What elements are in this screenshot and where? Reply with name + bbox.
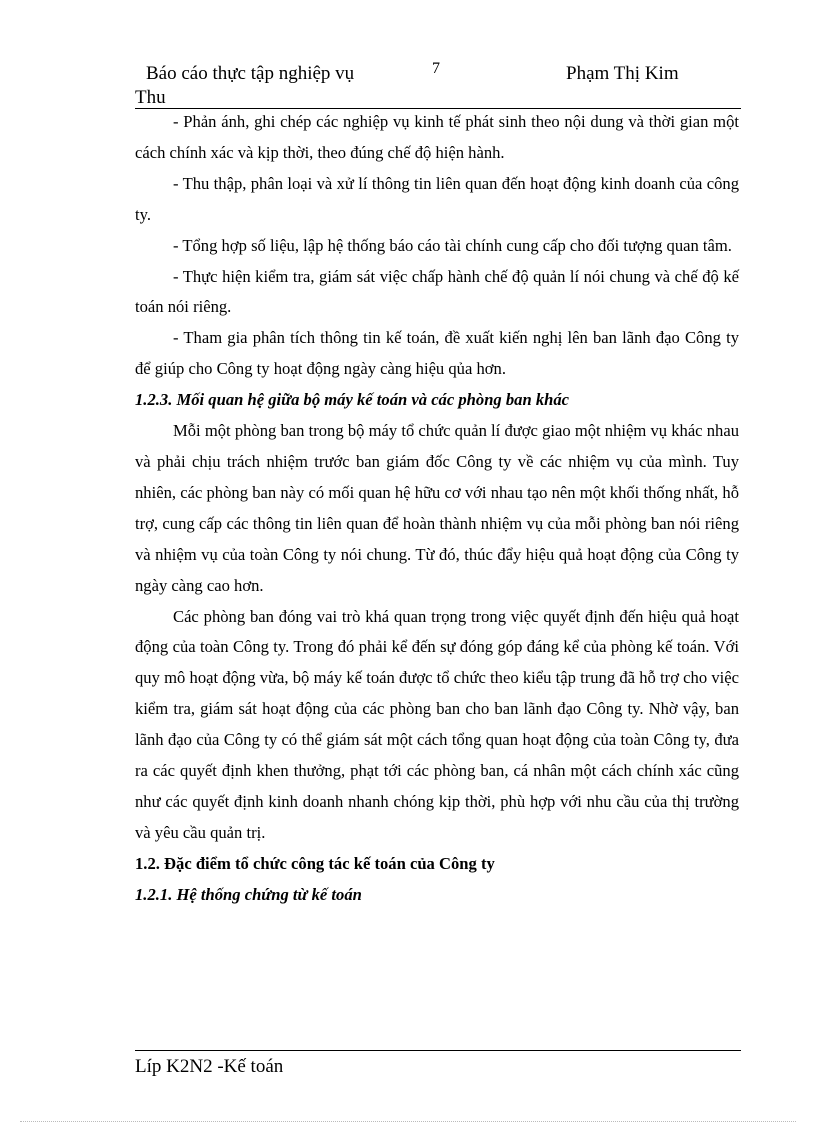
- paragraph-department-relations: Mỗi một phòng ban trong bộ máy tổ chức quản lí được giao một nhiệm vụ khác nhau và phải chịu trách nhiệm trước ban giám đốc Công ty về các nhiệm vụ của mình. Tuy nhiên, các phòng ban này có mối quan hệ hữu cơ với nhau tạo nên một khối thống nhất, hỗ trợ, cung cấp các thông tin liên quan để hoàn thành nhiệm vụ của mỗi phòng ban nói riêng và nhiệm vụ của toàn Công ty nói chung. Từ đó, thúc đẩy hiệu quả hoạt động của Công ty ngày càng cao hơn.: [135, 421, 739, 595]
- paragraph-accounting-role: Các phòng ban đóng vai trò khá quan trọng trong việc quyết định đến hiệu quả hoạt động của toàn Công ty. Trong đó phải kể đến sự đóng góp đáng kể của phòng kế toán. Với quy mô hoạt động vừa, bộ máy kế toán được tổ chức theo kiểu tập trung đã hỗ trợ cho việc kiểm tra, giám sát hoạt động của các phòng ban cho ban lãnh đạo Công ty. Nhờ vậy, ban lãnh đạo của Công ty có thể giám sát một cách tổng quan hoạt động của toàn Công ty, đưa ra các quyết định khen thưởng, phạt tới các phòng ban, cá nhân một cách chính xác cũng như các quyết định kinh doanh nhanh chóng kịp thời, phù hợp với nhu cầu của thị trường và yêu cầu quản trị.: [135, 606, 739, 842]
- section-heading-1-2-3: 1.2.3. Mối quan hệ giữa bộ máy kế toán và các phòng ban khác: [135, 390, 570, 410]
- page-bottom-border: [20, 1121, 796, 1122]
- document-body: [135, 107, 739, 911]
- paragraph-duty-reporting: - Tổng hợp số liệu, lập hệ thống báo cáo tài chính cung cấp cho đối tượng quan tâm.: [173, 235, 732, 255]
- section-heading-1-2-1: 1.2.1. Hệ thống chứng từ kế toán: [135, 884, 362, 904]
- page-number: 7: [432, 60, 440, 77]
- footer-class-label: Líp K2N2 -Kế toán: [135, 1056, 284, 1077]
- paragraph-duty-inspecting: - Thực hiện kiểm tra, giám sát việc chấp hành chế độ quản lí nói chung và chế độ kế toán nói riêng.: [135, 266, 739, 317]
- header-author-name-continued: Thu: [135, 87, 166, 108]
- header-author-name: Phạm Thị Kim: [566, 63, 679, 84]
- paragraph-duty-collecting: - Thu thập, phân loại và xử lí thông tin liên quan đến hoạt động kinh doanh của công ty.: [135, 173, 739, 224]
- paragraph-duty-analyzing: - Tham gia phân tích thông tin kế toán, đề xuất kiến nghị lên ban lãnh đạo Công ty để giúp cho Công ty hoạt động ngày càng hiệu qủa hơn.: [135, 328, 739, 379]
- header-report-title: Báo cáo thực tập nghiệp vụ: [146, 63, 355, 84]
- footer-divider: [135, 1050, 741, 1051]
- section-heading-1-2: 1.2. Đặc điểm tổ chức công tác kế toán của Công ty: [135, 853, 495, 873]
- paragraph-duty-recording: - Phản ánh, ghi chép các nghiệp vụ kinh tế phát sinh theo nội dung và thời gian một cách chính xác và kịp thời, theo đúng chế độ hiện hành.: [135, 112, 739, 162]
